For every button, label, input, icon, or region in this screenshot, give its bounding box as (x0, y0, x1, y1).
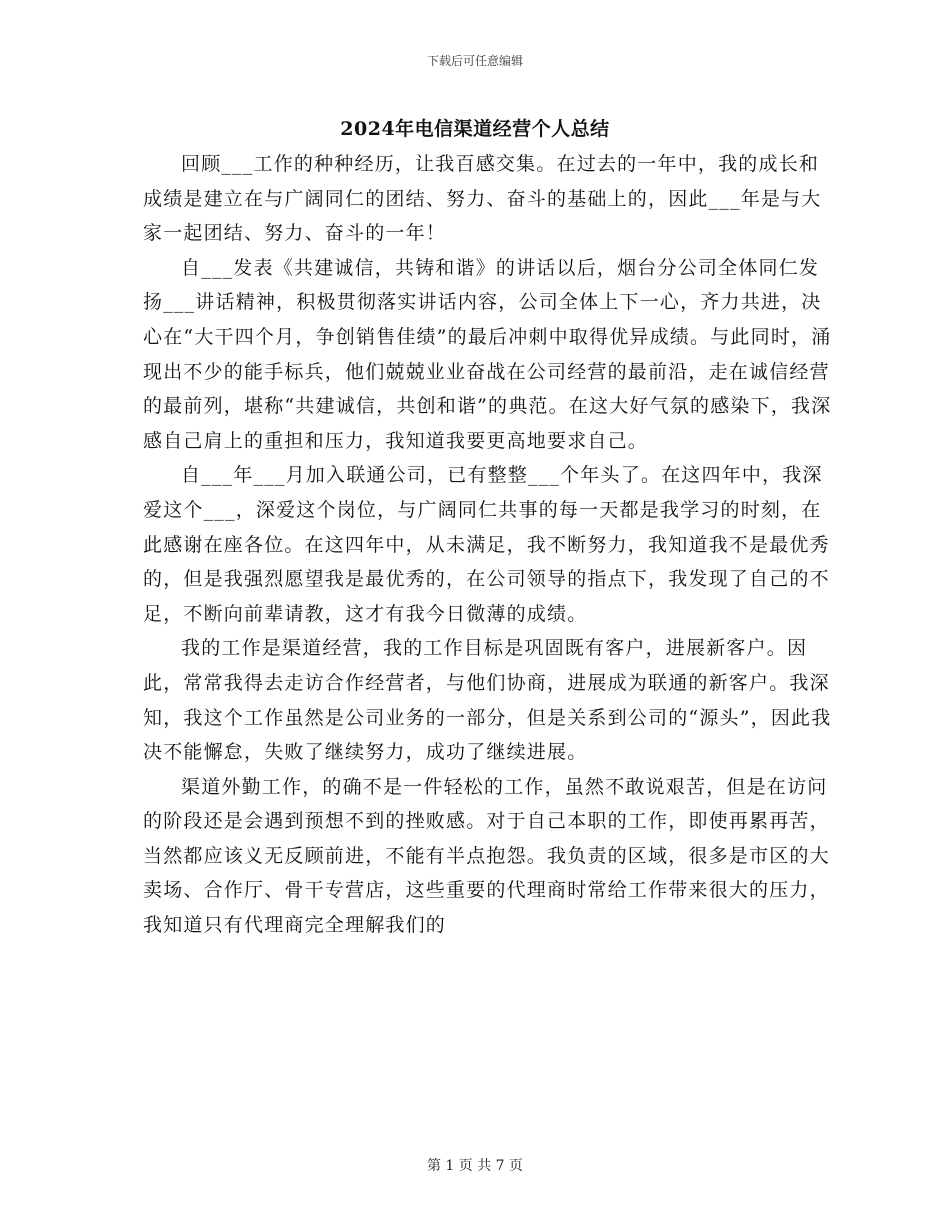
paragraph-2: 自___发表《共建诚信，共铸和谐》的讲话以后，烟台分公司全体同仁发扬___讲话精神，积极贯彻落实讲话内容，公司全体上下一心，齐力共进，决心在“大干四个月，争创销售佳绩”的最后冲刺中取得优异成绩。与此同时，涌现出不少的能手标兵，他们兢兢业业奋战在公司经营的最前沿，走在诚信经营的最前列，堪称“共建诚信，共创和谐”的典范。在这大好气氛的感染下，我深感自己肩上的重担和压力，我知道我要更高地要求自己。 (143, 256, 832, 452)
page-number: 第 1 页 共 7 页 (426, 1158, 524, 1174)
document-title: 2024年电信渠道经营个人总结 (340, 118, 610, 140)
document-body (143, 147, 833, 943)
paragraph-3: 自___年___月加入联通公司，已有整整___个年头了。在这四年中，我深爱这个___，深爱这个岗位，与广阔同仁共事的每一天都是我学习的时刻，在此感谢在座各位。在这四年中，从未满足，我不断努力，我知道我不是最优秀的，但是我强烈愿望我是最优秀的，在公司领导的指点下，我发现了自己的不足，不断向前辈请教，这才有我今日微薄的成绩。 (143, 464, 830, 625)
paragraph-5: 渠道外勤工作，的确不是一件轻松的工作，虽然不敢说艰苦，但是在访问的阶段还是会遇到预想不到的挫败感。对于自己本职的工作，即使再累再苦，当然都应该义无反顾前进，不能有半点抱怨。我负责的区域，很多是市区的大卖场、合作厅、骨干专营店，这些重要的代理商时常给工作带来很大的压力，我知道只有代理商完全理解我们的 (143, 775, 830, 937)
header-note: 下载后可任意编辑 (426, 54, 523, 68)
paragraph-4: 我的工作是渠道经营，我的工作目标是巩固既有客户，进展新客户。因此，常常我得去走访合作经营者，与他们协商，进展成为联通的新客户。我深知，我这个工作虽然是公司业务的一部分，但是关系到公司的“源头”，因此我决不能懈怠，失败了继续努力，成功了继续进展。 (143, 637, 832, 764)
paragraph-1: 回顾___工作的种种经历，让我百感交集。在过去的一年中，我的成长和成绩是建立在与广阔同仁的团结、努力、奋斗的基础上的，因此___年是与大家一起团结、努力、奋斗的一年！ (143, 153, 822, 245)
